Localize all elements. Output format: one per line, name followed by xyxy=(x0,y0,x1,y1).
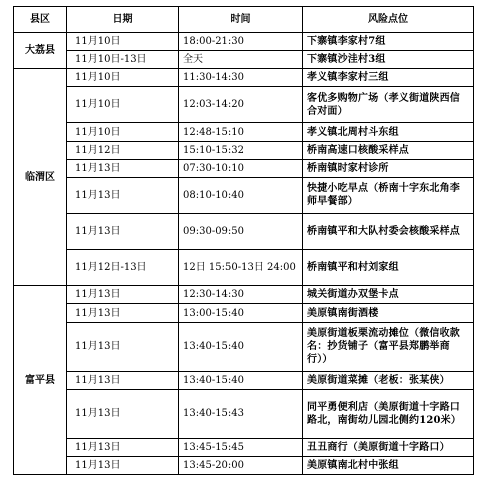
table-row xyxy=(14,304,474,322)
location-cell: 下寨镇李家村7组 xyxy=(303,33,474,51)
location-cell: 下寨镇沙洼村3组 xyxy=(303,51,474,69)
time-cell: 09:30-09:50 xyxy=(179,213,303,249)
header-date: 日期 xyxy=(67,7,179,33)
table-row xyxy=(14,141,474,159)
time-cell: 13:45-20:00 xyxy=(179,456,303,474)
date-cell: 11月10日-13日 xyxy=(67,51,179,69)
table-row xyxy=(14,33,474,51)
table-row xyxy=(14,123,474,141)
date-cell: 11月10日 xyxy=(67,123,179,141)
location-cell: 桥南高速口核酸采样点 xyxy=(303,141,474,159)
table-row xyxy=(14,371,474,389)
table-row xyxy=(14,177,474,213)
time-cell: 08:10-10:40 xyxy=(179,177,303,213)
date-cell: 11月13日 xyxy=(67,438,179,456)
table-row xyxy=(14,87,474,123)
time-cell: 12:03-14:20 xyxy=(179,87,303,123)
table-row xyxy=(14,286,474,304)
location-cell: 美原街道菜摊（老板：张某侠） xyxy=(303,371,474,389)
time-cell: 13:40-15:40 xyxy=(179,322,303,371)
date-cell: 11月13日 xyxy=(67,159,179,177)
date-cell: 11月10日 xyxy=(67,33,179,51)
date-cell: 11月13日 xyxy=(67,213,179,249)
location-cell: 桥南镇平和大队村委会核酸采样点 xyxy=(303,213,474,249)
time-cell: 全天 xyxy=(179,51,303,69)
date-cell: 11月13日 xyxy=(67,304,179,322)
header-county: 县区 xyxy=(14,7,67,33)
date-cell: 11月12日-13日 xyxy=(67,250,179,286)
location-cell: 美原镇南街酒楼 xyxy=(303,304,474,322)
date-cell: 11月13日 xyxy=(67,177,179,213)
date-cell: 11月12日 xyxy=(67,141,179,159)
header-location: 风险点位 xyxy=(303,7,474,33)
table-row xyxy=(14,389,474,438)
time-cell: 13:45-15:45 xyxy=(179,438,303,456)
date-cell: 11月10日 xyxy=(67,87,179,123)
time-cell: 12:48-15:10 xyxy=(179,123,303,141)
time-cell: 13:00-15:40 xyxy=(179,304,303,322)
table-row xyxy=(14,322,474,371)
table-row xyxy=(14,438,474,456)
time-cell: 11:30-14:30 xyxy=(179,69,303,87)
location-cell: 快捷小吃早点（桥南十字东北角李师早餐部） xyxy=(303,177,474,213)
date-cell: 11月13日 xyxy=(67,371,179,389)
time-cell: 15:10-15:32 xyxy=(179,141,303,159)
time-cell: 18:00-21:30 xyxy=(179,33,303,51)
time-cell: 12:30-14:30 xyxy=(179,286,303,304)
time-cell: 07:30-10:10 xyxy=(179,159,303,177)
date-cell: 11月10日 xyxy=(67,69,179,87)
location-cell: 美原街道板栗流动摊位（微信收款名：抄货铺子（富平县郑鹏举商行）） xyxy=(303,322,474,371)
table-row xyxy=(14,69,474,87)
county-cell: 临渭区 xyxy=(14,69,67,286)
table-row xyxy=(14,250,474,286)
date-cell: 11月13日 xyxy=(67,456,179,474)
location-cell: 桥南镇平和村刘家组 xyxy=(303,250,474,286)
location-cell: 客优多购物广场（孝义街道陕西信合对面） xyxy=(303,87,474,123)
location-cell: 城关街道办双堡卡点 xyxy=(303,286,474,304)
time-cell: 13:40-15:43 xyxy=(179,389,303,438)
location-cell: 丑丑商行（美原街道十字路口） xyxy=(303,438,474,456)
time-cell: 13:40-15:40 xyxy=(179,371,303,389)
location-cell: 美原镇南北村中张组 xyxy=(303,456,474,474)
location-cell: 桥南镇时家村诊所 xyxy=(303,159,474,177)
location-cell: 孝义镇北周村斗东组 xyxy=(303,123,474,141)
date-cell: 11月13日 xyxy=(67,286,179,304)
date-cell: 11月13日 xyxy=(67,322,179,371)
county-cell: 大荔县 xyxy=(14,33,67,69)
header-row xyxy=(14,7,474,33)
table-row xyxy=(14,51,474,69)
table-row xyxy=(14,159,474,177)
county-cell: 富平县 xyxy=(14,286,67,475)
location-cell: 同平勇便利店（美原街道十字路口路北，南街幼儿园北侧约120米） xyxy=(303,389,474,438)
table-row xyxy=(14,213,474,249)
location-cell: 孝义镇李家村三组 xyxy=(303,69,474,87)
header-time: 时间 xyxy=(179,7,303,33)
table-row xyxy=(14,456,474,474)
date-cell: 11月13日 xyxy=(67,389,179,438)
risk-location-table xyxy=(13,6,474,475)
time-cell: 12日 15:50-13日 24:00 xyxy=(179,250,303,286)
